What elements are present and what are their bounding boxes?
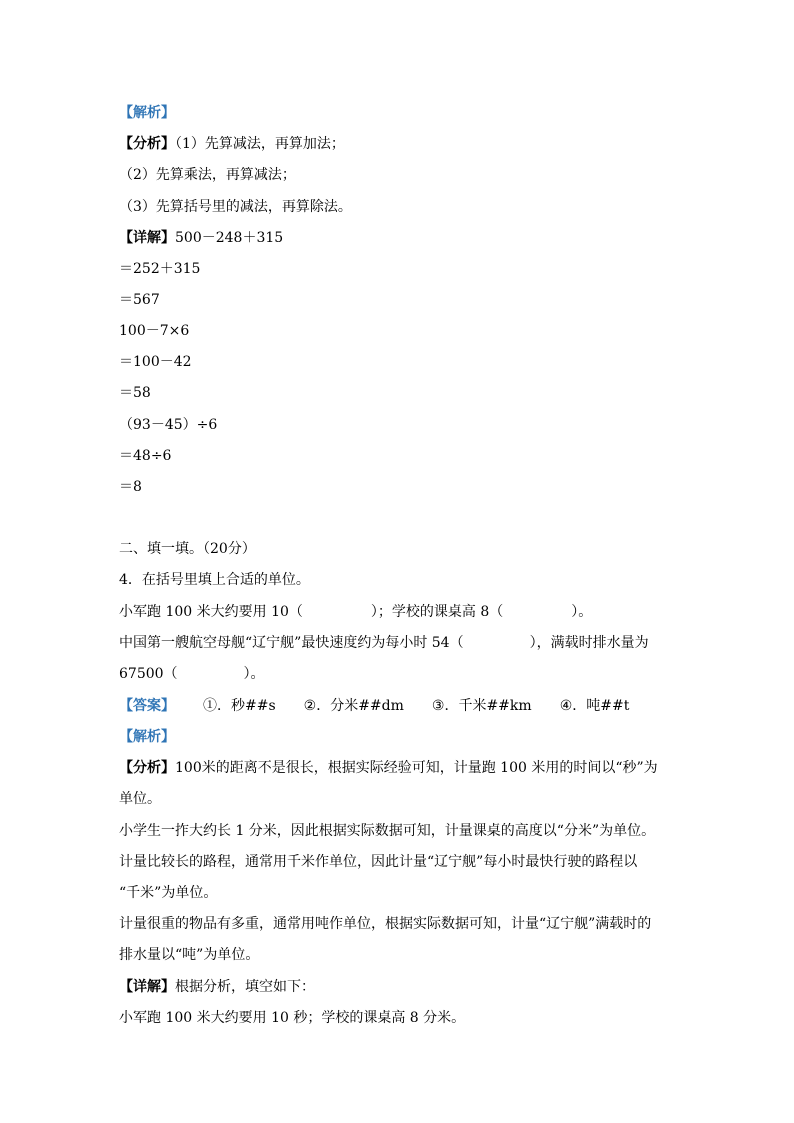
section-title: 二、填一填。（20分）	[119, 541, 256, 557]
calc-step: ＝58	[119, 385, 151, 401]
fenxi-line-3: （3）先算括号里的减法，再算除法。	[119, 199, 352, 215]
question-4-title: 4．在括号里填上合适的单位。	[119, 572, 310, 588]
paragraph: 计量很重的物品有多重，通常用吨作单位，根据实际数据可知，计量“辽宁舰”满载时的	[119, 916, 652, 932]
answer-item: ①．秒##s	[203, 698, 276, 714]
fenxi-line-2: 单位。	[119, 791, 161, 807]
paragraph: 排水量以“吨”为单位。	[119, 947, 260, 963]
calc-step: 100－7×6	[119, 323, 190, 339]
paragraph: 计量比较长的路程，通常用千米作单位，因此计量“辽宁舰”每小时最快行驶的路程以	[119, 854, 638, 870]
answer-label: 【答案】	[119, 698, 175, 714]
xiangjie-line	[119, 978, 315, 996]
calc-step: 500－248＋315	[175, 230, 284, 246]
answer-line	[119, 697, 629, 715]
final-answer: 小军跑 100 米大约要用 10 秒；学校的课桌高 8 分米。	[119, 1010, 466, 1026]
paragraph: 小学生一拃大约长 1 分米，因此根据实际数据可知，计量课桌的高度以“分米”为单位。	[119, 823, 656, 839]
answer-item: ②．分米##dm	[303, 698, 404, 714]
calc-step: ＝100－42	[119, 354, 192, 370]
xiangjie-label: 【详解】	[119, 979, 175, 995]
fenxi-text-1: （1）先算减法，再算加法；	[175, 136, 345, 152]
q4-text: 小军跑 100 米大约要用 10（	[119, 604, 303, 620]
jiexi-heading: 【解析】	[119, 729, 175, 745]
calc-step: ＝252＋315	[119, 261, 201, 277]
calc-step: （93－45）÷6	[119, 417, 218, 433]
jiexi-heading: 【解析】	[119, 105, 175, 121]
calc-step: ＝8	[119, 479, 142, 495]
fenxi-label: 【分析】	[119, 136, 175, 152]
answer-item: ③．千米##km	[431, 698, 532, 714]
question-4-line-2	[119, 634, 649, 652]
q4-text: ）；学校的课桌高 8（	[370, 604, 504, 620]
q4-text: 67500（	[119, 666, 178, 682]
question-4-line-1	[119, 603, 592, 621]
question-4-line-3	[119, 665, 265, 683]
calc-step: ＝48÷6	[119, 448, 172, 464]
xiangjie-text: 根据分析，填空如下：	[175, 979, 315, 995]
q4-text: ）。	[243, 666, 265, 682]
fenxi-label: 【分析】	[119, 760, 175, 776]
xiangjie-label: 【详解】	[119, 230, 175, 246]
fenxi-line-2: （2）先算乘法，再算减法；	[119, 167, 296, 183]
calc-step: ＝567	[119, 292, 160, 308]
fenxi-text: 100米的距离不是很长，根据实际经验可知，计量跑 100 米用的时间以“秒”为	[175, 760, 658, 776]
paragraph: “千米”为单位。	[119, 885, 218, 901]
fenxi-line-1	[119, 759, 658, 777]
q4-text: ）。	[571, 604, 593, 620]
q4-text: 中国第一艘航空母舰“辽宁舰”最快速度约为每小时 54（	[119, 635, 464, 651]
xiangjie-line	[119, 229, 283, 247]
answer-item: ④．吨##t	[559, 698, 630, 714]
fenxi-line-1	[119, 135, 345, 153]
q4-text: ），满载时排水量为	[529, 635, 649, 651]
